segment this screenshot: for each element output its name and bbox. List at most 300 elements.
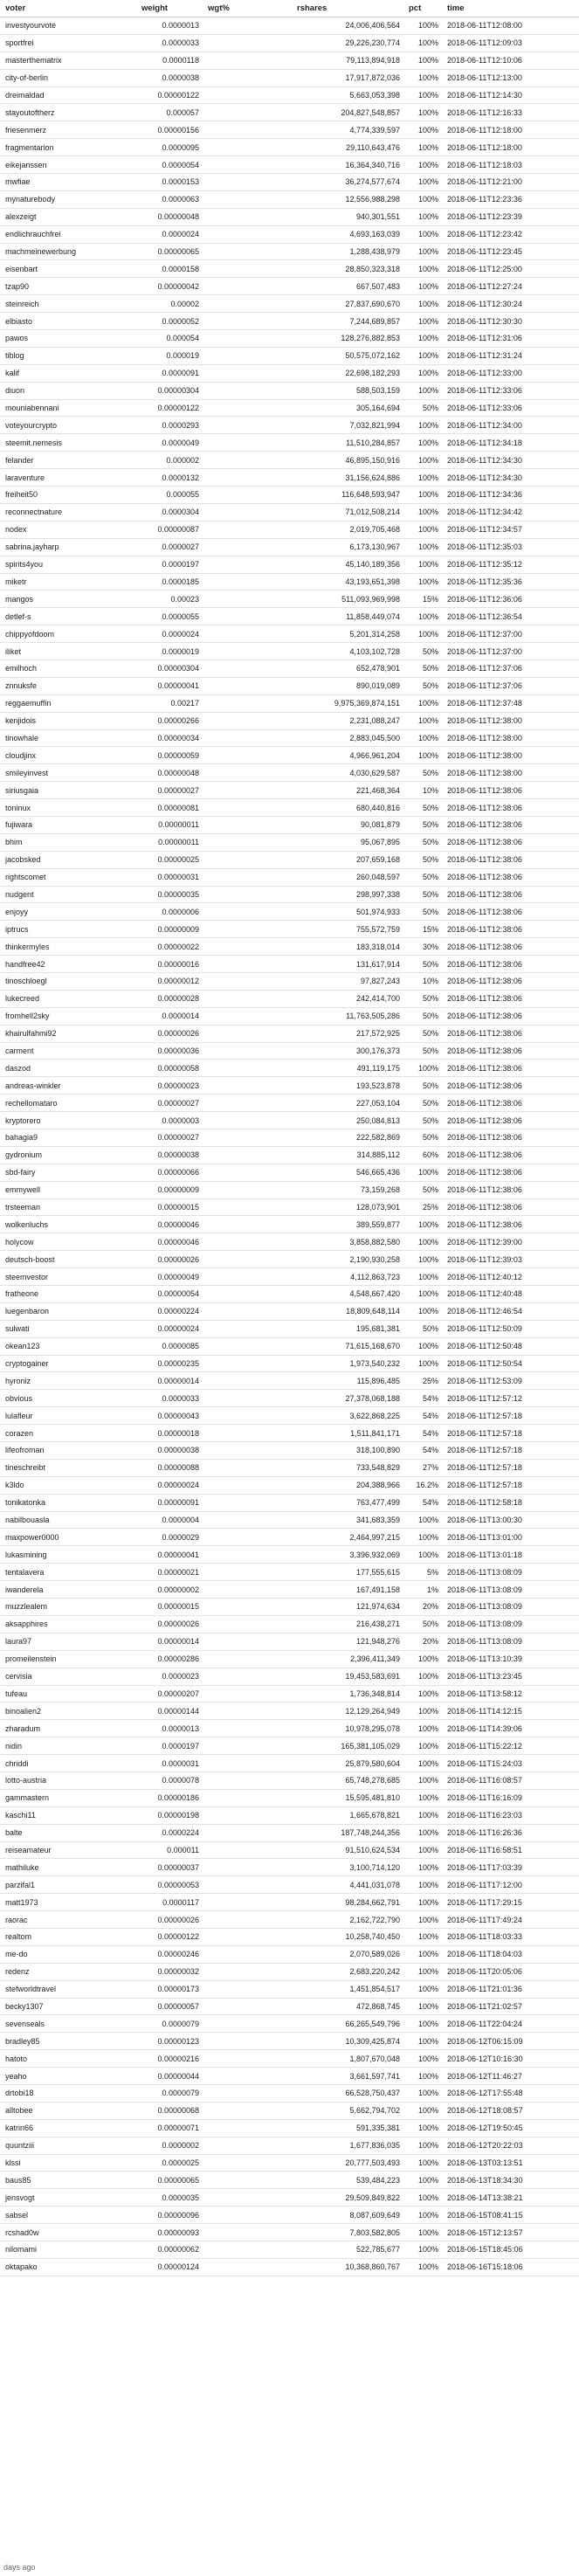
time-cell: 2018-06-11T12:38:06 [442,1060,579,1077]
voter-link[interactable]: redenz [0,1963,136,1980]
table-row [0,903,579,921]
table-row [0,1755,579,1772]
pct-cell: 100% [403,1841,442,1859]
weight-cell: 0.00000042 [136,278,203,295]
voter-link[interactable]: aksapphires [0,1615,136,1633]
voter-link[interactable]: mathiluke [0,1859,136,1876]
column-header-weight[interactable]: weight [136,0,203,17]
voter-link[interactable]: bhim [0,833,136,851]
weight-cell: 0.00000304 [136,660,203,677]
wgt-percent-cell [203,712,292,729]
table-row [0,1129,579,1147]
voter-link[interactable]: holycow [0,1233,136,1251]
weight-cell: 0.00000046 [136,1233,203,1251]
voter-link[interactable]: matt1973 [0,1894,136,1911]
pct-cell: 50% [403,1320,442,1337]
voter-link[interactable]: miketr [0,573,136,590]
voter-link[interactable]: fratheone [0,1286,136,1303]
rshares-cell: 29,110,643,476 [292,139,403,156]
rshares-cell: 2,162,722,790 [292,1911,403,1929]
voter-link[interactable]: chippyofdoom [0,625,136,643]
rshares-cell: 17,917,872,036 [292,69,403,86]
voter-link[interactable]: rightscomet [0,868,136,886]
voter-link[interactable]: hatoto [0,2050,136,2068]
rshares-cell: 29,509,849,822 [292,2189,403,2207]
voter-link[interactable]: bahagia9 [0,1129,136,1147]
weight-cell: 0.00000037 [136,1859,203,1876]
table-row [0,2258,579,2276]
time-cell: 2018-06-11T12:37:00 [442,643,579,660]
voter-link[interactable]: thinkermyles [0,938,136,956]
voter-link[interactable]: nodex [0,521,136,538]
table-row [0,1685,579,1702]
table-row [0,1650,579,1668]
wgt-percent-cell [203,487,292,504]
voter-link[interactable]: tiblog [0,347,136,364]
time-cell: 2018-06-11T17:49:24 [442,1911,579,1929]
wgt-percent-cell [203,1755,292,1772]
voter-link[interactable]: trsteeman [0,1198,136,1216]
wgt-percent-cell [203,2068,292,2085]
time-cell: 2018-06-11T12:53:09 [442,1372,579,1390]
time-cell: 2018-06-15T18:45:06 [442,2241,579,2259]
voter-link[interactable]: tentalavera [0,1564,136,1581]
voter-link[interactable]: steinreich [0,295,136,313]
voter-link[interactable]: tinowhale [0,729,136,747]
voter-link[interactable]: diuon [0,382,136,399]
voter-link[interactable]: binoalien2 [0,1702,136,1720]
voter-link[interactable]: sabsel [0,2207,136,2224]
table-row [0,469,579,487]
voter-link[interactable]: kalif [0,364,136,382]
weight-cell: 0.0000091 [136,364,203,382]
voter-link[interactable]: nilomami [0,2241,136,2259]
time-cell: 2018-06-11T21:01:36 [442,1980,579,1998]
rshares-cell: 501,974,933 [292,903,403,921]
voter-link[interactable]: sportfrei [0,34,136,52]
voter-link[interactable]: sbd-fairy [0,1164,136,1181]
wgt-percent-cell [203,1320,292,1337]
voter-link[interactable]: steemit.nemesis [0,434,136,452]
pct-cell: 100% [403,1268,442,1286]
pct-cell: 20% [403,1633,442,1650]
rshares-cell: 763,477,499 [292,1494,403,1511]
wgt-percent-cell [203,921,292,938]
wgt-percent-cell [203,643,292,660]
pct-cell: 100% [403,2154,442,2172]
weight-cell: 0.00000011 [136,833,203,851]
wgt-percent-cell [203,1355,292,1372]
weight-cell: 0.0000033 [136,1390,203,1407]
weight-cell: 0.000019 [136,347,203,364]
voter-link[interactable]: tufeau [0,1685,136,1702]
voter-link[interactable]: maxpower0000 [0,1529,136,1546]
voter-link[interactable]: stefworldtravel [0,1980,136,1998]
voter-link[interactable]: mynaturebody [0,190,136,208]
voter-link[interactable]: elbiasto [0,313,136,330]
rshares-cell: 16,364,340,716 [292,156,403,174]
time-cell: 2018-06-11T12:38:06 [442,1164,579,1181]
weight-cell: 0.0000029 [136,1529,203,1546]
table-row [0,330,579,348]
voter-link[interactable]: khairulfahmi92 [0,1025,136,1042]
table-row [0,1841,579,1859]
rshares-cell: 193,523,878 [292,1077,403,1095]
rshares-cell: 2,231,088,247 [292,712,403,729]
rshares-cell: 2,883,045,500 [292,729,403,747]
pct-cell: 60% [403,1146,442,1164]
rshares-cell: 66,528,750,437 [292,2084,403,2102]
table-row [0,313,579,330]
voter-link[interactable]: carment [0,1042,136,1060]
voter-link[interactable]: tonikatonka [0,1494,136,1511]
time-cell: 2018-06-11T12:37:00 [442,625,579,643]
rshares-cell: 165,381,105,029 [292,1737,403,1755]
voter-link[interactable]: sabrina.jayharp [0,538,136,556]
voter-link[interactable]: city-of-berlin [0,69,136,86]
voter-link[interactable]: jacobsked [0,851,136,868]
column-header-rshares[interactable]: rshares [292,0,403,17]
wgt-percent-cell [203,1494,292,1511]
weight-cell: 0.0000095 [136,139,203,156]
voter-link[interactable]: emmywell [0,1181,136,1198]
voter-link[interactable]: deutsch-boost [0,1251,136,1268]
rshares-cell: 733,548,829 [292,1459,403,1476]
column-header-pct[interactable]: pct [403,0,442,17]
pct-cell: 100% [403,69,442,86]
voter-link[interactable]: steemvestor [0,1268,136,1286]
voter-link[interactable]: nidin [0,1737,136,1755]
rshares-cell: 7,803,582,805 [292,2224,403,2241]
time-cell: 2018-06-11T12:23:39 [442,208,579,225]
voter-link[interactable]: jensvogt [0,2189,136,2207]
wgt-percent-cell [203,2154,292,2172]
voter-link[interactable]: laura97 [0,1633,136,1650]
time-cell: 2018-06-11T12:38:06 [442,1042,579,1060]
voter-link[interactable]: investyourvote [0,17,136,35]
time-cell: 2018-06-11T12:37:06 [442,660,579,677]
voter-link[interactable]: gammastern [0,1789,136,1806]
voter-link[interactable]: stayoutoftherz [0,104,136,121]
time-cell: 2018-06-11T12:37:48 [442,694,579,712]
time-cell: 2018-06-11T12:30:24 [442,295,579,313]
voter-link[interactable]: reggaemuffin [0,694,136,712]
wgt-percent-cell [203,1633,292,1650]
voter-link[interactable]: reiseamateur [0,1841,136,1859]
voter-link[interactable]: parzifal1 [0,1876,136,1894]
table-row [0,712,579,729]
table-row [0,556,579,573]
voter-link[interactable]: lifeofroman [0,1442,136,1460]
voter-link[interactable]: lotto-austria [0,1771,136,1789]
time-cell: 2018-06-11T12:57:18 [442,1459,579,1476]
voter-link[interactable]: siriusgaia [0,782,136,799]
pct-cell: 100% [403,86,442,104]
pct-cell: 50% [403,903,442,921]
pct-cell: 50% [403,764,442,782]
pct-cell: 100% [403,104,442,121]
weight-cell: 0.0000197 [136,556,203,573]
column-header-voter[interactable]: voter [0,0,136,17]
voter-link[interactable]: kenjidois [0,712,136,729]
time-cell: 2018-06-11T12:21:00 [442,174,579,191]
voter-link[interactable]: machmeinewerbung [0,243,136,260]
pct-cell: 50% [403,643,442,660]
voter-link[interactable]: detlef-s [0,608,136,625]
wgt-percent-cell [203,886,292,903]
rshares-cell: 28,850,323,318 [292,260,403,278]
time-cell: 2018-06-11T12:39:03 [442,1251,579,1268]
voter-link[interactable]: rechellomataro [0,1095,136,1112]
time-cell: 2018-06-12T06:15:09 [442,2033,579,2050]
voter-link[interactable]: andreas-winkler [0,1077,136,1095]
pct-cell: 50% [403,868,442,886]
pct-cell: 50% [403,677,442,694]
rshares-cell: 680,440,816 [292,799,403,817]
voter-link[interactable]: obvious [0,1390,136,1407]
voter-link[interactable]: mangos [0,590,136,608]
wgt-percent-cell [203,1476,292,1494]
voter-link[interactable]: fragmentarion [0,139,136,156]
rshares-cell: 46,895,150,916 [292,452,403,469]
voter-link[interactable]: becky1307 [0,1998,136,2015]
time-cell: 2018-06-11T12:38:06 [442,938,579,956]
voter-link[interactable]: smileyinvest [0,764,136,782]
voter-link[interactable]: sevenseals [0,2015,136,2033]
voter-link[interactable]: klssi [0,2154,136,2172]
rshares-cell: 10,258,740,450 [292,1928,403,1945]
voter-link[interactable]: nudgent [0,886,136,903]
pct-cell: 20% [403,1599,442,1616]
voter-link[interactable]: masterthematrix [0,52,136,69]
voter-link[interactable]: alexzeigt [0,208,136,225]
voter-link[interactable]: hyroniz [0,1372,136,1390]
table-row [0,729,579,747]
voter-link[interactable]: eikejanssen [0,156,136,174]
voter-link[interactable]: realtom [0,1928,136,1945]
wgt-percent-cell [203,625,292,643]
voter-link[interactable]: tineschreibt [0,1459,136,1476]
rshares-cell: 183,318,014 [292,938,403,956]
wgt-percent-cell [203,1737,292,1755]
voter-link[interactable]: balte [0,1824,136,1841]
table-row [0,886,579,903]
wgt-percent-cell [203,174,292,191]
table-row [0,2015,579,2033]
weight-cell: 0.00000058 [136,1060,203,1077]
time-cell: 2018-06-11T12:34:57 [442,521,579,538]
pct-cell: 100% [403,2102,442,2119]
pct-cell: 100% [403,347,442,364]
weight-cell: 0.00000122 [136,399,203,417]
voter-link[interactable]: muzzlealem [0,1599,136,1616]
voter-link[interactable]: fujiwara [0,816,136,833]
voter-link[interactable]: rcshad0w [0,2224,136,2241]
voter-link[interactable]: zharadum [0,1720,136,1737]
weight-cell: 0.00000096 [136,2207,203,2224]
voter-link[interactable]: lukasmining [0,1546,136,1564]
pct-cell: 50% [403,1181,442,1198]
rshares-cell: 2,396,411,349 [292,1650,403,1668]
pct-cell: 50% [403,1077,442,1095]
voter-link[interactable]: sulwati [0,1320,136,1337]
weight-cell: 0.00000091 [136,1494,203,1511]
voter-link[interactable]: kaschi11 [0,1806,136,1824]
column-header-wgt-percent[interactable]: wgt% [203,0,292,17]
voter-link[interactable]: lulafleur [0,1407,136,1425]
time-cell: 2018-06-11T12:38:00 [442,764,579,782]
time-cell: 2018-06-11T12:38:06 [442,956,579,973]
voter-link[interactable]: bradley85 [0,2033,136,2050]
pct-cell: 100% [403,330,442,348]
weight-cell: 0.00000266 [136,712,203,729]
voter-link[interactable]: wolkenluchs [0,1216,136,1233]
rshares-cell: 204,388,966 [292,1476,403,1494]
voter-link[interactable]: toninux [0,799,136,817]
voter-link[interactable]: raorac [0,1911,136,1929]
voter-link[interactable]: fromhell2sky [0,1007,136,1025]
voter-link[interactable]: endlichrauchfrei [0,225,136,243]
table-row [0,921,579,938]
voter-link[interactable]: iwanderela [0,1581,136,1599]
weight-cell: 0.00000062 [136,2241,203,2259]
voter-link[interactable]: kryptorero [0,1112,136,1129]
wgt-percent-cell [203,1789,292,1806]
table-row [0,1494,579,1511]
wgt-percent-cell [203,1529,292,1546]
voter-link[interactable]: iptrucs [0,921,136,938]
table-row [0,938,579,956]
voter-link[interactable]: alltobee [0,2102,136,2119]
voter-link[interactable]: cryptogainer [0,1355,136,1372]
voter-link[interactable]: reconnectnature [0,503,136,521]
voter-link[interactable]: handfree42 [0,956,136,973]
voter-link[interactable]: freiheit50 [0,487,136,504]
weight-cell: 0.00000093 [136,2224,203,2241]
voter-link[interactable]: nabilbouasla [0,1511,136,1529]
pct-cell: 50% [403,799,442,817]
voter-link[interactable]: spirits4you [0,556,136,573]
rshares-cell: 121,948,276 [292,1633,403,1650]
voter-link[interactable]: iliket [0,643,136,660]
voter-link[interactable]: quuntziii [0,2137,136,2154]
pct-cell: 15% [403,590,442,608]
voter-link[interactable]: lukecreed [0,990,136,1007]
voter-link[interactable]: emilhoch [0,660,136,677]
voter-link[interactable]: mouniabennani [0,399,136,417]
table-row [0,1511,579,1529]
voter-link[interactable]: felander [0,452,136,469]
weight-cell: 0.00000066 [136,1164,203,1181]
table-row [0,1998,579,2015]
rshares-cell: 177,555,615 [292,1564,403,1581]
wgt-percent-cell [203,1042,292,1060]
table-row [0,2119,579,2137]
wgt-percent-cell [203,2224,292,2241]
pct-cell: 100% [403,2241,442,2259]
rshares-cell: 12,129,264,949 [292,1702,403,1720]
voter-link[interactable]: corazen [0,1425,136,1442]
time-cell: 2018-06-11T12:50:48 [442,1337,579,1355]
voter-link[interactable]: me-do [0,1945,136,1963]
voter-link[interactable]: drtobi18 [0,2084,136,2102]
wgt-percent-cell [203,34,292,52]
pct-cell: 100% [403,1233,442,1251]
pct-cell: 100% [403,17,442,35]
table-row [0,104,579,121]
pct-cell: 100% [403,1876,442,1894]
voter-link[interactable]: daszod [0,1060,136,1077]
weight-cell: 0.00000122 [136,1928,203,1945]
voter-link[interactable]: promeilenstein [0,1650,136,1668]
rshares-cell: 4,966,961,204 [292,747,403,764]
voter-link[interactable]: mwfiae [0,174,136,191]
pct-cell: 100% [403,1737,442,1755]
voter-link[interactable]: okean123 [0,1337,136,1355]
voter-link[interactable]: tinoschloegl [0,972,136,990]
weight-cell: 0.00000044 [136,2068,203,2085]
voter-link[interactable]: friesenmerz [0,121,136,139]
table-row [0,1198,579,1216]
voter-link[interactable]: tzap90 [0,278,136,295]
wgt-percent-cell [203,1928,292,1945]
pct-cell: 100% [403,1755,442,1772]
voter-link[interactable]: pawos [0,330,136,348]
time-cell: 2018-06-13T18:34:30 [442,2172,579,2189]
voter-link[interactable]: dreimaldad [0,86,136,104]
wgt-percent-cell [203,1251,292,1268]
wgt-percent-cell [203,104,292,121]
weight-cell: 0.00000015 [136,1599,203,1616]
wgt-percent-cell [203,1980,292,1998]
table-row [0,1615,579,1633]
voter-link[interactable]: chriddi [0,1755,136,1772]
voter-link[interactable]: baus85 [0,2172,136,2189]
pct-cell: 50% [403,886,442,903]
voter-link[interactable]: oktapako [0,2258,136,2276]
voter-link[interactable]: k3ldo [0,1476,136,1494]
voter-link[interactable]: gydronium [0,1146,136,1164]
column-header-time[interactable]: time [442,0,579,17]
time-cell: 2018-06-14T13:38:21 [442,2189,579,2207]
rshares-cell: 11,858,449,074 [292,608,403,625]
table-row [0,2154,579,2172]
voter-link[interactable]: luegenbaron [0,1302,136,1320]
voter-link[interactable]: katrin66 [0,2119,136,2137]
voter-link[interactable]: yeaho [0,2068,136,2085]
table-row [0,521,579,538]
voter-link[interactable]: laraventure [0,469,136,487]
rshares-cell: 1,665,678,821 [292,1806,403,1824]
table-row [0,1564,579,1581]
table-row [0,17,579,35]
voter-link[interactable]: cervisia [0,1668,136,1685]
voter-link[interactable]: enjoyy [0,903,136,921]
wgt-percent-cell [203,1390,292,1407]
rshares-cell: 65,748,278,685 [292,1771,403,1789]
voter-link[interactable]: znnuksfe [0,677,136,694]
table-row [0,417,579,434]
wgt-percent-cell [203,2258,292,2276]
voter-link[interactable]: cloudjinx [0,747,136,764]
weight-cell: 0.00000216 [136,2050,203,2068]
table-row [0,1042,579,1060]
pct-cell: 100% [403,1702,442,1720]
rshares-cell: 207,659,168 [292,851,403,868]
voter-link[interactable]: voteyourcrypto [0,417,136,434]
rshares-cell: 4,103,102,728 [292,643,403,660]
voter-link[interactable]: eisenbart [0,260,136,278]
